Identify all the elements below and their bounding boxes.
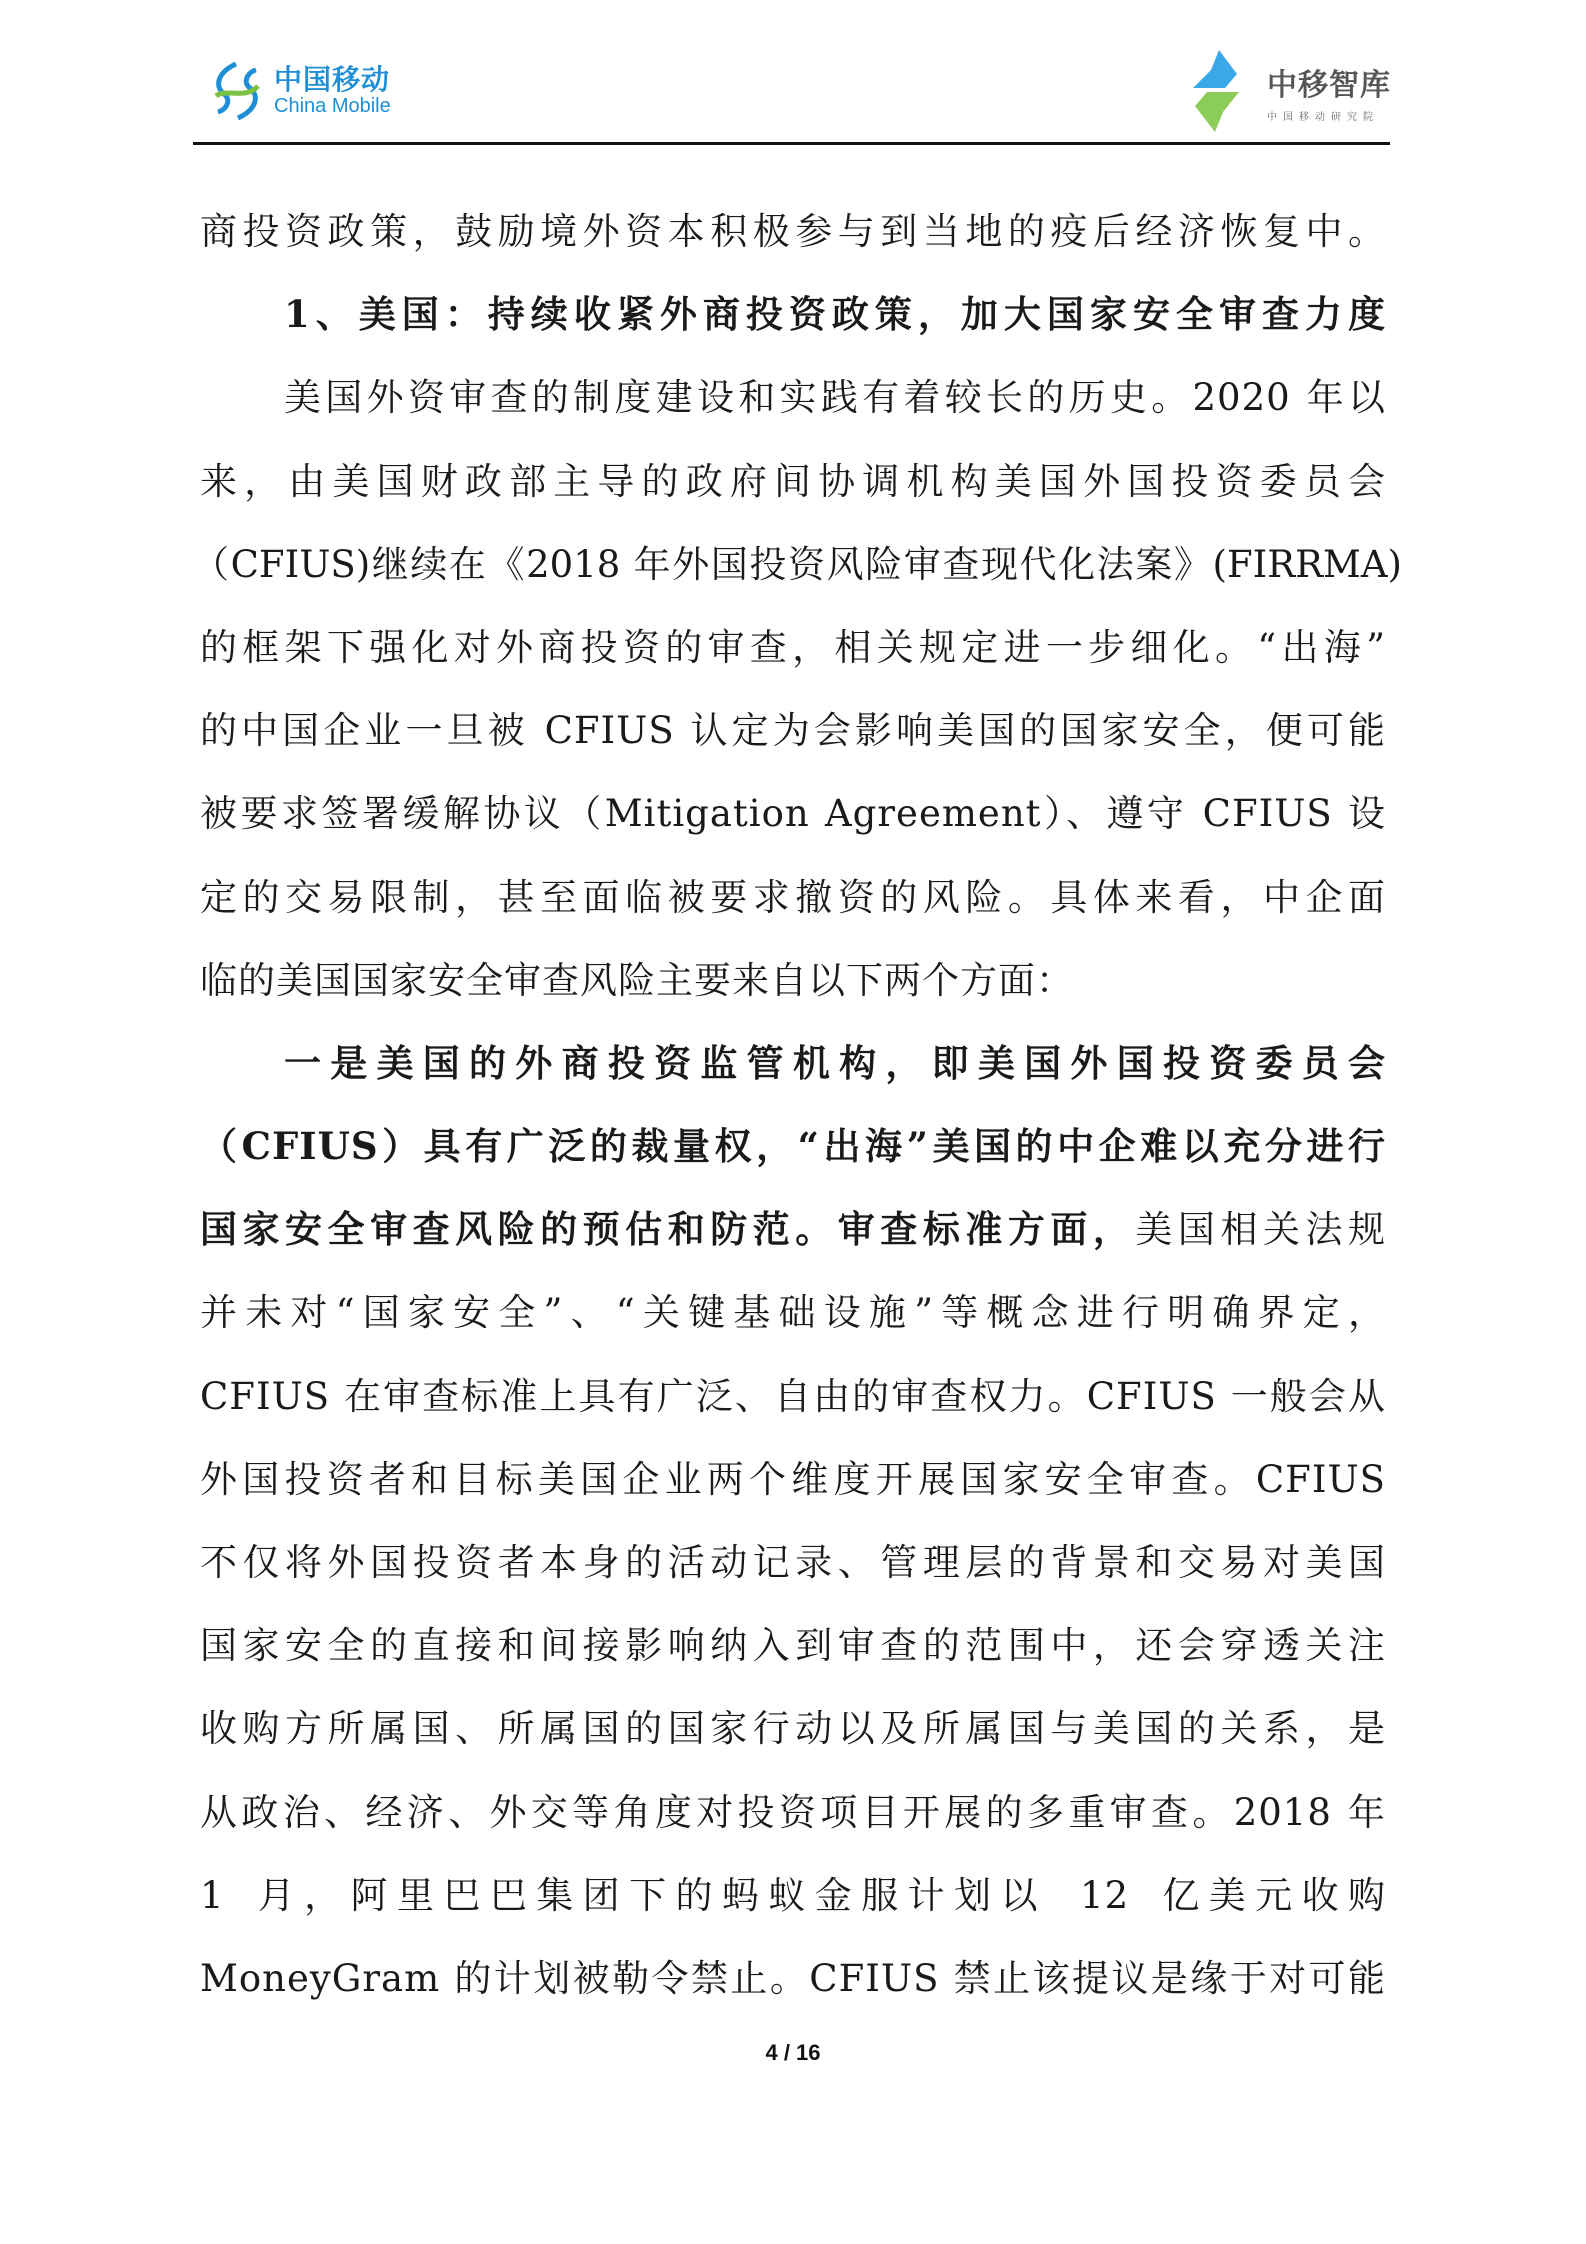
text-line-mixed: [200, 1188, 1386, 1271]
document-body: [192, 190, 1402, 2020]
bold-text-line: （CFIUS）具有广泛的裁量权，“出海”美国的中企难以充分进行: [200, 1124, 1386, 1169]
text-line: 外国投资者和目标美国企业两个维度开展国家安全审查。CFIUS: [200, 1457, 1386, 1501]
text-line: MoneyGram 的计划被勒令禁止。CFIUS 禁止该提议是缘于对可能: [200, 1956, 1386, 2000]
text-line: 的中国企业一旦被 CFIUS 认定为会影响美国的国家安全，便可能: [200, 709, 1386, 753]
china-mobile-logo: [208, 60, 391, 122]
logo-text-cn: 中国移动: [274, 63, 391, 96]
think-tank-emblem-icon: [1175, 48, 1255, 134]
text-line: CFIUS 在审查标准上具有广泛、自由的审查权力。CFIUS 一般会从: [200, 1374, 1386, 1418]
logo-text-cn: 中移智库: [1267, 67, 1391, 103]
text-line: （CFIUS)继续在《2018 年外国投资风险审查现代化法案》(FIRRMA): [192, 542, 1402, 586]
bold-text-line: 一是美国的外商投资监管机构，即美国外国投资委员会: [284, 1040, 1386, 1085]
normal-segment: 美国相关法规: [1135, 1208, 1386, 1252]
text-line: 收购方所属国、所属国的国家行动以及所属国与美国的关系，是: [200, 1707, 1386, 1751]
text-line: 并未对“国家安全”、“关键基础设施”等概念进行明确界定，: [200, 1291, 1386, 1335]
section-heading: 1、美国：持续收紧外商投资政策，加大国家安全审查力度: [284, 292, 1386, 337]
text-line: 被要求签署缓解协议（Mitigation Agreement）、遵守 CFIUS 设: [200, 792, 1386, 836]
bold-segment: 国家安全审查风险的预估和防范。审查标准方面，: [200, 1207, 1136, 1252]
cmri-think-tank-logo: [1175, 48, 1391, 134]
text-line: 不仅将外国投资者本身的活动记录、管理层的背景和交易对美国: [200, 1541, 1386, 1584]
text-line: 来，由美国财政部主导的政府间协调机构美国外国投资委员会: [200, 459, 1386, 503]
logo-text-en: China Mobile: [274, 95, 391, 117]
text-line: 临的美国国家安全审查风险主要来自以下两个方面：: [200, 958, 1074, 1002]
logo-subtext: 中国移动研究院: [1267, 111, 1379, 123]
china-mobile-emblem-icon: [208, 60, 266, 122]
header-divider: [193, 142, 1390, 145]
text-line: 1 月，阿里巴巴集团下的蚂蚁金服计划以 12 亿美元收购: [200, 1873, 1386, 1917]
text-line: 的框架下强化对外商投资的审查，相关规定进一步细化。“出海”: [200, 625, 1386, 669]
text-line: 商投资政策，鼓励境外资本积极参与到当地的疫后经济恢复中。: [200, 210, 1386, 253]
text-line: 定的交易限制，甚至面临被要求撤资的风险。具体来看，中企面: [200, 875, 1386, 919]
text-line: 从政治、经济、外交等角度对投资项目开展的多重审查。2018 年: [200, 1790, 1386, 1834]
text-line: 美国外资审查的制度建设和实践有着较长的历史。2020 年以: [284, 376, 1386, 420]
page-number: 4 / 16: [765, 2040, 821, 2065]
text-line: 国家安全的直接和间接影响纳入到审查的范围中，还会穿透关注: [200, 1624, 1386, 1668]
